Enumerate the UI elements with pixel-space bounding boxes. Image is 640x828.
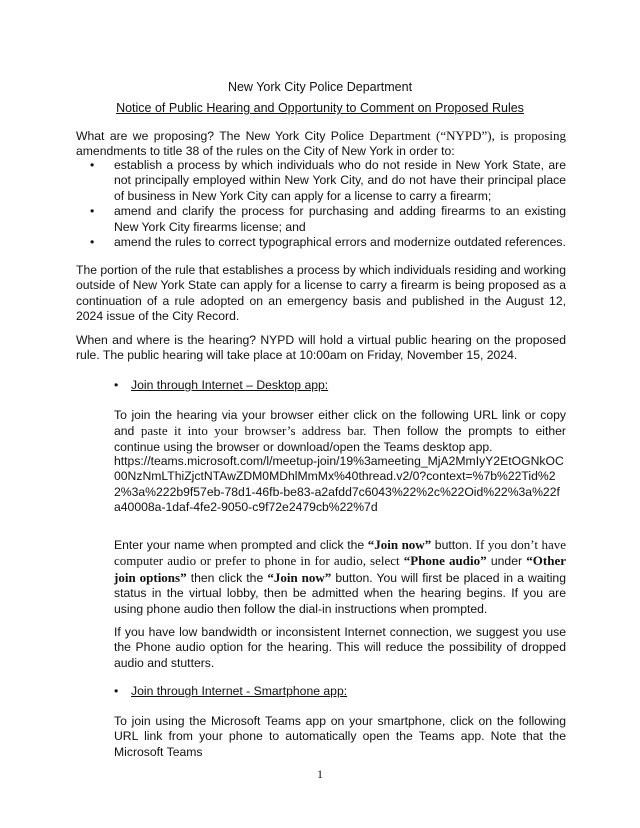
page-number: 1: [317, 767, 323, 781]
list-item: • amend the rules to correct typographical errors and modernize outdated references.: [76, 235, 566, 250]
meeting-url-link[interactable]: https://teams.microsoft.com/l/meetup-join/19%3ameeting_MjA2MmIyY2EtOGNkOC00NzNmLThiZjctNTAwZDM0MDhlMmMx%40thread.v2/0?context=%7b%22Tid%22%3a%222b9f57eb-78d1-46fb-be83-a2afdd7c6043%22%2c%22Oid%22%3a%22fa40008a-1daf-4fe2-9050-c9f72e2479cb%22%7d: [114, 454, 564, 515]
proposal-list: [76, 158, 566, 250]
then-click-text: then click the: [186, 570, 268, 585]
desktop-p1-b: Then follow the prompts to either continue using the browser or download/open the Teams desktop app.: [114, 424, 566, 454]
join-p2-b: button.: [431, 538, 476, 552]
intro-paragraph: [76, 128, 566, 160]
bullet-icon: •: [114, 378, 119, 392]
intro-lead-serif: Department (“NYPD”), is proposing: [369, 128, 566, 143]
join-p2-c: button. You will first be placed in a waiting status in the virtual lobby, then be admitted when the hearing begins. If you are using phone audio then follow the dial-in instructions when prompted.: [114, 570, 566, 616]
list-item: • amend and clarify the process for purchasing and adding firearms to an existing New York City firearms license; and: [76, 204, 566, 235]
page-subtitle: Notice of Public Hearing and Opportunity to Comment on Proposed Rules: [116, 101, 524, 115]
list-item: • establish a process by which individuals who do not reside in New York State, are not principally employed within New York City, and do not have their principal place of business in New York City can apply for a license to carry a firearm;: [76, 158, 566, 204]
continuation-paragraph: The portion of the rule that establishes a process by which individuals residing and working outside of New York State can apply for a license to carry a firearm is being proposed as a continuation of a rule adopted on an emergency basis and published in the August 12, 2024 issue of the City Record.: [76, 263, 566, 324]
other-join-label: “Other join options”: [114, 553, 566, 585]
join-p2-serif: If you don’t have computer audio or prefer to phone in for audio, select: [114, 537, 566, 569]
desktop-heading-text: Join through Internet – Desktop app:: [131, 378, 329, 392]
smartphone-paragraph: To join using the Microsoft Teams app on your smartphone, click on the following URL link from your phone to automatically open the Teams app. Note that the Microsoft Teams: [114, 714, 566, 759]
join-instructions: [114, 537, 566, 617]
desktop-p1-serif: paste it into your browser’s address bar.: [140, 423, 367, 439]
desktop-p1-a: To join the hearing via your browser either click on the following URL link or copy and: [114, 408, 566, 439]
smartphone-heading-text: Join through Internet - Smartphone app:: [131, 684, 348, 698]
phone-audio-label: “Phone audio”: [403, 553, 487, 569]
under-text: under: [486, 554, 527, 569]
bandwidth-paragraph: If you have low bandwidth or inconsistent Internet connection, we suggest you use the Phone audio option for the hearing. This will reduce the possibility of dropped audio and stutters.: [114, 625, 566, 670]
intro-rest: amendments to title 38 of the rules on the City of New York in order to:: [76, 144, 455, 159]
bullet-icon: •: [114, 684, 119, 698]
desktop-instructions: [114, 408, 566, 455]
join-now-label: “Join now”: [267, 569, 332, 585]
join-p2-a: Enter your name when prompted and click the: [114, 538, 368, 552]
join-now-label: “Join now”: [367, 537, 432, 552]
page-title: New York City Police Department: [227, 80, 413, 94]
intro-lead: What are we proposing? The New York City Police: [76, 129, 370, 143]
hearing-paragraph: When and where is the hearing? NYPD will hold a virtual public hearing on the proposed rule. The public hearing will take place at 10:00am on Friday, November 15, 2024.: [76, 333, 566, 363]
